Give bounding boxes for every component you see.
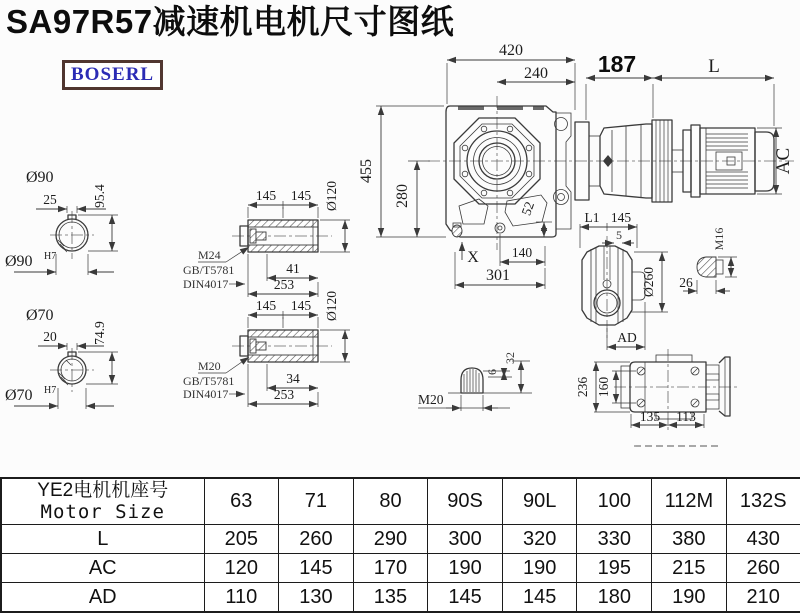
- standard-label: GB/T5781: [183, 374, 235, 388]
- table-row-AC: [1, 554, 800, 583]
- cell: 190: [652, 583, 727, 613]
- cell: 110: [204, 583, 279, 613]
- size-col: 80: [353, 478, 428, 525]
- shaft-section-90: [5, 169, 118, 275]
- boserl-logo: BOSERL: [62, 60, 163, 90]
- header-motor-size: [1, 478, 204, 525]
- dim-label-145: 145: [610, 210, 632, 225]
- row-label: AD: [1, 583, 204, 613]
- dim-label-187: 187: [597, 51, 637, 77]
- dim-label-240: 240: [524, 65, 548, 82]
- dim-label-X: X: [467, 249, 479, 266]
- dim-label-L: L: [708, 56, 720, 77]
- size-col: 63: [204, 478, 279, 525]
- dim-label-M16: M16: [712, 227, 726, 251]
- dim-label: 145: [255, 188, 277, 203]
- motor-size-table: [0, 477, 800, 613]
- shaft-section-70: [5, 307, 118, 409]
- cell: 190: [502, 554, 577, 583]
- sleeve-detail-m24: [183, 181, 350, 297]
- cell: 135: [353, 583, 428, 613]
- standard-label: GB/T5781: [183, 263, 235, 277]
- cell: 180: [577, 583, 652, 613]
- dim-label-113: 113: [676, 409, 696, 424]
- dim-label-74-9: 74.9: [92, 321, 107, 345]
- dim-label-5: 5: [616, 228, 622, 242]
- m16-bolt-detail: [679, 228, 737, 294]
- size-col: 100: [577, 478, 652, 525]
- dim-label-dia260: Ø260: [641, 267, 656, 297]
- page-title: SA97R57减速机电机尺寸图纸: [6, 3, 455, 40]
- standard-label: DIN4017: [183, 387, 229, 401]
- cell: 260: [726, 554, 800, 583]
- dim-label-key20: 20: [43, 329, 57, 344]
- header-en: Motor Size: [40, 501, 165, 523]
- cell: 120: [204, 554, 279, 583]
- size-col: 71: [279, 478, 354, 525]
- dim-label-32: 32: [503, 352, 517, 364]
- dim-label-26: 26: [679, 275, 693, 290]
- dim-label-236: 236: [575, 376, 590, 398]
- bottom-view-gearbox: [575, 349, 740, 446]
- dim-label-fit90: Ø90: [5, 253, 33, 270]
- dim-label-fit70: Ø70: [5, 387, 33, 404]
- dim-label: 253: [273, 277, 295, 292]
- dim-label: 41: [286, 261, 300, 276]
- dim-label-dia90: Ø90: [26, 169, 54, 186]
- cell: 330: [577, 525, 652, 554]
- table-row-AD: [1, 583, 800, 613]
- table-header-row: [1, 478, 800, 525]
- cell: 145: [428, 583, 503, 613]
- dim-label-dia70: Ø70: [26, 307, 54, 324]
- dim-label-160: 160: [596, 376, 611, 398]
- dim-label-fit90-sup: H7: [44, 251, 57, 262]
- front-view-dimensions: [358, 42, 794, 289]
- dim-label: 145: [290, 188, 312, 203]
- dim-label: 34: [286, 371, 300, 386]
- dim-label-140: 140: [511, 245, 533, 260]
- m20-plug-detail: [418, 352, 532, 411]
- size-col: 90L: [502, 478, 577, 525]
- cell: 430: [726, 525, 800, 554]
- sleeve-detail-m20: [183, 291, 350, 407]
- cell: 145: [279, 554, 354, 583]
- header-cn: YE2电机机座号: [37, 480, 169, 501]
- dim-label: 145: [255, 298, 277, 313]
- dim-label-280: 280: [394, 184, 411, 208]
- row-label: L: [1, 525, 204, 554]
- dim-label-6: 6: [485, 369, 499, 375]
- dim-label-AC: AC: [773, 147, 794, 175]
- cell: 215: [652, 554, 727, 583]
- bolt-spec-label: M24: [198, 248, 221, 262]
- cell: 300: [428, 525, 503, 554]
- cell: 145: [502, 583, 577, 613]
- dim-label: 253: [273, 387, 295, 402]
- dim-label-fit70-sup: H7: [44, 385, 57, 396]
- dim-label-dia120: Ø120: [324, 181, 339, 211]
- row-label: AC: [1, 554, 204, 583]
- cell: 380: [652, 525, 727, 554]
- cell: 130: [279, 583, 354, 613]
- dim-label-135: 135: [639, 409, 661, 424]
- dim-label-L1: L1: [584, 210, 600, 225]
- cell: 190: [428, 554, 503, 583]
- cell: 170: [353, 554, 428, 583]
- table-row-L: [1, 525, 800, 554]
- dim-label-dia120: Ø120: [324, 291, 339, 321]
- dim-label-455: 455: [358, 159, 375, 183]
- dim-label-301: 301: [486, 267, 510, 284]
- dim-label-95-4: 95.4: [92, 184, 107, 208]
- size-col: 112M: [652, 478, 727, 525]
- dim-label-52: 52: [518, 199, 538, 218]
- bolt-spec-label: M20: [198, 359, 221, 373]
- side-view-gearbox: [580, 210, 668, 350]
- cell: 290: [353, 525, 428, 554]
- size-col: 132S: [726, 478, 800, 525]
- cell: 320: [502, 525, 577, 554]
- cell: 210: [726, 583, 800, 613]
- cell: 205: [204, 525, 279, 554]
- dim-label-M20: M20: [418, 392, 444, 407]
- dim-label-AD: AD: [617, 330, 637, 345]
- cell: 260: [279, 525, 354, 554]
- standard-label: DIN4017: [183, 277, 229, 291]
- dim-label-420: 420: [499, 42, 523, 59]
- dim-label-key25: 25: [43, 192, 57, 207]
- cell: 195: [577, 554, 652, 583]
- size-col: 90S: [428, 478, 503, 525]
- dim-label: 145: [290, 298, 312, 313]
